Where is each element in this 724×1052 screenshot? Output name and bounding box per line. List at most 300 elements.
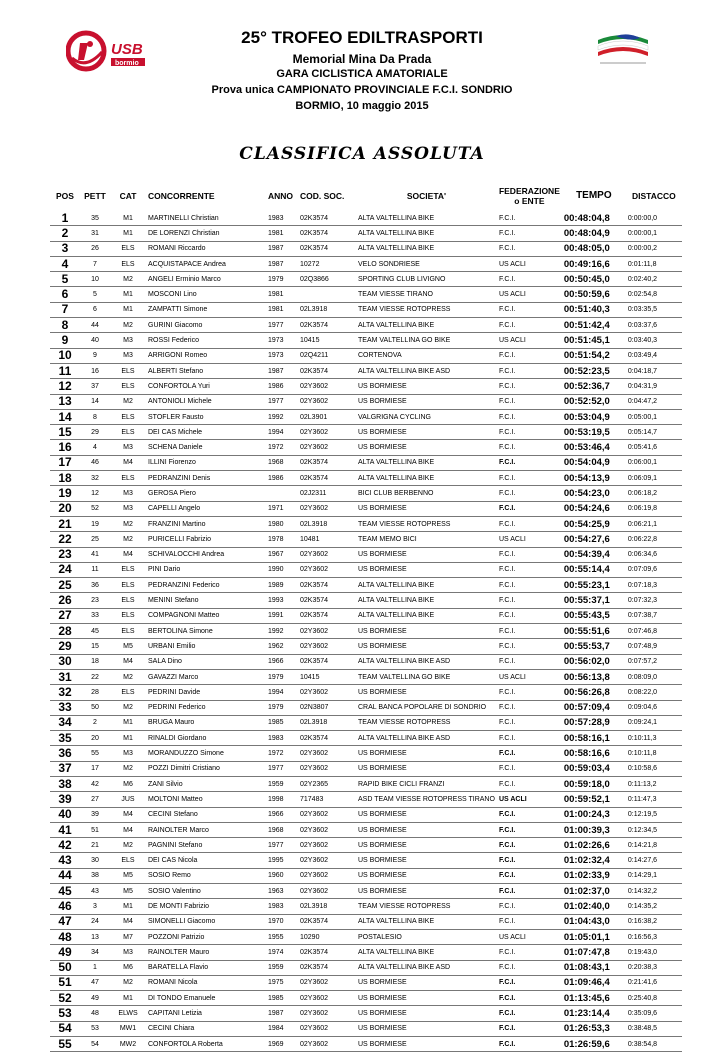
cod-soc-cell: 02K3574 bbox=[298, 593, 356, 608]
table-row bbox=[50, 822, 682, 837]
distacco-cell: 0:06:21,1 bbox=[626, 516, 682, 531]
cod-soc-cell: 02Y3602 bbox=[298, 639, 356, 654]
societa-cell: TEAM VALTELLINA GO BIKE bbox=[356, 333, 497, 348]
distacco-cell: 0:11:13,2 bbox=[626, 776, 682, 791]
table-row bbox=[50, 731, 682, 746]
tempo-cell: 00:57:09,4 bbox=[562, 700, 626, 715]
cod-soc-cell: 02K3574 bbox=[298, 578, 356, 593]
concorrente-cell: GAVAZZI Marco bbox=[146, 669, 266, 684]
societa-cell: US BORMIESE bbox=[356, 639, 497, 654]
anno-cell: 1972 bbox=[266, 440, 298, 455]
federazione-cell: F.C.I. bbox=[497, 409, 562, 424]
concorrente-cell: ROMANI Nicola bbox=[146, 975, 266, 990]
federazione-cell: F.C.I. bbox=[497, 593, 562, 608]
cod-soc-cell: 02K3574 bbox=[298, 363, 356, 378]
cat-cell: ELS bbox=[110, 562, 146, 577]
tempo-cell: 00:58:16,6 bbox=[562, 746, 626, 761]
federazione-cell: F.C.I. bbox=[497, 302, 562, 317]
societa-cell: ALTA VALTELLINA BIKE ASD bbox=[356, 654, 497, 669]
table-row bbox=[50, 211, 682, 226]
federazione-cell: F.C.I. bbox=[497, 700, 562, 715]
cat-cell: M1 bbox=[110, 715, 146, 730]
pett-cell: 52 bbox=[80, 501, 110, 516]
societa-cell: US BORMIESE bbox=[356, 853, 497, 868]
federazione-cell: US ACLI bbox=[497, 669, 562, 684]
federazione-cell: F.C.I. bbox=[497, 899, 562, 914]
pos-cell: 10 bbox=[50, 348, 80, 363]
concorrente-cell: URBANI Emilio bbox=[146, 639, 266, 654]
cat-cell: ELS bbox=[110, 471, 146, 486]
cat-cell: M4 bbox=[110, 654, 146, 669]
cat-cell: ELS bbox=[110, 241, 146, 256]
concorrente-cell: ROMANI Riccardo bbox=[146, 241, 266, 256]
col-distacco: DISTACCO bbox=[631, 190, 676, 201]
federazione-cell: US ACLI bbox=[497, 532, 562, 547]
table-row bbox=[50, 409, 682, 424]
cod-soc-cell: 02Y3602 bbox=[298, 853, 356, 868]
concorrente-cell: ALBERTI Stefano bbox=[146, 363, 266, 378]
societa-cell: US BORMIESE bbox=[356, 547, 497, 562]
federazione-cell: F.C.I. bbox=[497, 501, 562, 516]
federazione-cell: F.C.I. bbox=[497, 516, 562, 531]
pett-cell: 17 bbox=[80, 761, 110, 776]
societa-cell: ALTA VALTELLINA BIKE bbox=[356, 318, 497, 333]
concorrente-cell: ANGELI Erminio Marco bbox=[146, 272, 266, 287]
cod-soc-cell: 02L3918 bbox=[298, 302, 356, 317]
table-row bbox=[50, 455, 682, 470]
tempo-cell: 01:07:47,8 bbox=[562, 945, 626, 960]
cat-cell: M6 bbox=[110, 776, 146, 791]
societa-cell: ALTA VALTELLINA BIKE bbox=[356, 578, 497, 593]
societa-cell: TEAM VALTELLINA GO BIKE bbox=[356, 669, 497, 684]
distacco-cell: 0:03:49,4 bbox=[626, 348, 682, 363]
anno-cell: 1992 bbox=[266, 409, 298, 424]
distacco-cell: 0:16:38,2 bbox=[626, 914, 682, 929]
anno-cell: 1987 bbox=[266, 241, 298, 256]
cod-soc-cell: 02Y3602 bbox=[298, 547, 356, 562]
distacco-cell: 0:14:32,2 bbox=[626, 884, 682, 899]
pett-cell: 48 bbox=[80, 1006, 110, 1021]
distacco-cell: 0:08:09,0 bbox=[626, 669, 682, 684]
concorrente-cell: RAINOLTER Marco bbox=[146, 822, 266, 837]
cod-soc-cell: 02L3901 bbox=[298, 409, 356, 424]
cod-soc-cell: 02Y3602 bbox=[298, 425, 356, 440]
tempo-cell: 00:48:04,8 bbox=[562, 211, 626, 226]
pos-cell: 5 bbox=[50, 272, 80, 287]
pos-cell: 17 bbox=[50, 455, 80, 470]
pos-cell: 11 bbox=[50, 363, 80, 378]
place-date: BORMIO, 10 maggio 2015 bbox=[295, 100, 429, 112]
distacco-cell: 0:14:27,6 bbox=[626, 853, 682, 868]
distacco-cell: 0:02:54,8 bbox=[626, 287, 682, 302]
pos-cell: 27 bbox=[50, 608, 80, 623]
federazione-cell: F.C.I. bbox=[497, 394, 562, 409]
col-federazione-line2: o ENTE bbox=[514, 195, 545, 206]
societa-cell: ALTA VALTELLINA BIKE bbox=[356, 608, 497, 623]
pos-cell: 16 bbox=[50, 440, 80, 455]
distacco-cell: 0:07:32,3 bbox=[626, 593, 682, 608]
distacco-cell: 0:08:22,0 bbox=[626, 685, 682, 700]
col-cod-soc: COD. SOC. bbox=[300, 190, 345, 201]
anno-cell: 1983 bbox=[266, 211, 298, 226]
societa-cell: ALTA VALTELLINA BIKE bbox=[356, 471, 497, 486]
tempo-cell: 01:05:01,1 bbox=[562, 929, 626, 944]
table-row bbox=[50, 394, 682, 409]
societa-cell: ALTA VALTELLINA BIKE bbox=[356, 226, 497, 241]
race-type: GARA CICLISTICA AMATORIALE bbox=[276, 68, 448, 80]
anno-cell: 1983 bbox=[266, 731, 298, 746]
table-row bbox=[50, 333, 682, 348]
concorrente-cell: PINI Dario bbox=[146, 562, 266, 577]
societa-cell: US BORMIESE bbox=[356, 868, 497, 883]
distacco-cell: 0:06:22,8 bbox=[626, 532, 682, 547]
cod-soc-cell: 02K3574 bbox=[298, 960, 356, 975]
societa-cell: VELO SONDRIESE bbox=[356, 256, 497, 271]
tempo-cell: 00:58:16,1 bbox=[562, 731, 626, 746]
distacco-cell: 0:07:09,6 bbox=[626, 562, 682, 577]
federazione-cell: F.C.I. bbox=[497, 1021, 562, 1036]
concorrente-cell: BERTOLINA Simone bbox=[146, 624, 266, 639]
tempo-cell: 00:56:26,8 bbox=[562, 685, 626, 700]
cat-cell: M4 bbox=[110, 822, 146, 837]
table-row bbox=[50, 669, 682, 684]
pett-cell: 50 bbox=[80, 700, 110, 715]
cat-cell: M2 bbox=[110, 700, 146, 715]
societa-cell: US BORMIESE bbox=[356, 746, 497, 761]
pos-cell: 48 bbox=[50, 929, 80, 944]
cat-cell: M4 bbox=[110, 455, 146, 470]
concorrente-cell: BRUGA Mauro bbox=[146, 715, 266, 730]
col-pos: POS bbox=[56, 190, 74, 201]
table-row bbox=[50, 700, 682, 715]
cat-cell: ELS bbox=[110, 685, 146, 700]
distacco-cell: 0:25:40,8 bbox=[626, 991, 682, 1006]
pos-cell: 26 bbox=[50, 593, 80, 608]
concorrente-cell: ZANI Silvio bbox=[146, 776, 266, 791]
distacco-cell: 0:03:37,6 bbox=[626, 318, 682, 333]
tempo-cell: 00:54:24,6 bbox=[562, 501, 626, 516]
tempo-cell: 00:51:40,3 bbox=[562, 302, 626, 317]
distacco-cell: 0:14:21,8 bbox=[626, 838, 682, 853]
cat-cell: ELS bbox=[110, 363, 146, 378]
cat-cell: ELS bbox=[110, 409, 146, 424]
cod-soc-cell: 02Y2365 bbox=[298, 776, 356, 791]
anno-cell: 1989 bbox=[266, 578, 298, 593]
pett-cell: 24 bbox=[80, 914, 110, 929]
anno-cell: 1978 bbox=[266, 532, 298, 547]
cat-cell: M3 bbox=[110, 746, 146, 761]
pos-cell: 42 bbox=[50, 838, 80, 853]
distacco-cell: 0:05:14,7 bbox=[626, 425, 682, 440]
cat-cell: M1 bbox=[110, 226, 146, 241]
pett-cell: 44 bbox=[80, 318, 110, 333]
table-row bbox=[50, 761, 682, 776]
pos-cell: 38 bbox=[50, 776, 80, 791]
federazione-cell: F.C.I. bbox=[497, 838, 562, 853]
cod-soc-cell: 02K3574 bbox=[298, 471, 356, 486]
tempo-cell: 00:54:25,9 bbox=[562, 516, 626, 531]
cat-cell: M2 bbox=[110, 272, 146, 287]
cod-soc-cell: 02Y3602 bbox=[298, 807, 356, 822]
anno-cell: 1981 bbox=[266, 287, 298, 302]
anno-cell: 1981 bbox=[266, 226, 298, 241]
tempo-cell: 01:26:53,3 bbox=[562, 1021, 626, 1036]
col-federazione bbox=[497, 180, 562, 211]
concorrente-cell: MOSCONI Lino bbox=[146, 287, 266, 302]
concorrente-cell: ILLINI Fiorenzo bbox=[146, 455, 266, 470]
cod-soc-cell: 02Y3602 bbox=[298, 1037, 356, 1052]
cat-cell: M1 bbox=[110, 302, 146, 317]
anno-cell: 1974 bbox=[266, 945, 298, 960]
federazione-cell: F.C.I. bbox=[497, 241, 562, 256]
concorrente-cell: SOSIO Valentino bbox=[146, 884, 266, 899]
pett-cell: 41 bbox=[80, 547, 110, 562]
cat-cell: M2 bbox=[110, 838, 146, 853]
anno-cell: 1985 bbox=[266, 715, 298, 730]
table-row bbox=[50, 746, 682, 761]
cat-cell: ELWS bbox=[110, 1006, 146, 1021]
distacco-cell: 0:09:24,1 bbox=[626, 715, 682, 730]
table-row bbox=[50, 1037, 682, 1052]
tempo-cell: 00:48:04,9 bbox=[562, 226, 626, 241]
concorrente-cell: SCHENA Daniele bbox=[146, 440, 266, 455]
table-row bbox=[50, 471, 682, 486]
societa-cell: ALTA VALTELLINA BIKE bbox=[356, 211, 497, 226]
societa-cell: US BORMIESE bbox=[356, 1037, 497, 1052]
pett-cell: 32 bbox=[80, 471, 110, 486]
federazione-cell: F.C.I. bbox=[497, 379, 562, 394]
cod-soc-cell: 02L3918 bbox=[298, 715, 356, 730]
cod-soc-cell: 02K3574 bbox=[298, 455, 356, 470]
cod-soc-cell: 02Y3602 bbox=[298, 562, 356, 577]
societa-cell: ALTA VALTELLINA BIKE ASD bbox=[356, 731, 497, 746]
table-row bbox=[50, 593, 682, 608]
cod-soc-cell: 02K3574 bbox=[298, 945, 356, 960]
federazione-cell: F.C.I. bbox=[497, 945, 562, 960]
anno-cell: 1980 bbox=[266, 516, 298, 531]
pos-cell: 23 bbox=[50, 547, 80, 562]
cat-cell: ELS bbox=[110, 593, 146, 608]
distacco-cell: 0:07:18,3 bbox=[626, 578, 682, 593]
tempo-cell: 00:59:03,4 bbox=[562, 761, 626, 776]
cod-soc-cell: 02Y3602 bbox=[298, 1006, 356, 1021]
tempo-cell: 01:23:14,4 bbox=[562, 1006, 626, 1021]
pos-cell: 2 bbox=[50, 226, 80, 241]
table-row bbox=[50, 272, 682, 287]
table-row bbox=[50, 363, 682, 378]
pos-cell: 24 bbox=[50, 562, 80, 577]
societa-cell: ALTA VALTELLINA BIKE bbox=[356, 241, 497, 256]
svg-text:bormio: bormio bbox=[115, 60, 139, 67]
distacco-cell: 0:06:34,6 bbox=[626, 547, 682, 562]
pett-cell: 45 bbox=[80, 624, 110, 639]
federazione-cell: F.C.I. bbox=[497, 776, 562, 791]
pett-cell: 14 bbox=[80, 394, 110, 409]
table-row bbox=[50, 302, 682, 317]
table-row bbox=[50, 256, 682, 271]
distacco-cell: 0:03:40,3 bbox=[626, 333, 682, 348]
tempo-cell: 00:54:39,4 bbox=[562, 547, 626, 562]
cod-soc-cell: 10415 bbox=[298, 669, 356, 684]
table-row bbox=[50, 899, 682, 914]
cod-soc-cell: 02K3574 bbox=[298, 241, 356, 256]
cat-cell: M6 bbox=[110, 960, 146, 975]
societa-cell: ALTA VALTELLINA BIKE ASD bbox=[356, 960, 497, 975]
societa-cell: US BORMIESE bbox=[356, 562, 497, 577]
pett-cell: 10 bbox=[80, 272, 110, 287]
tempo-cell: 00:55:37,1 bbox=[562, 593, 626, 608]
cod-soc-cell: 10272 bbox=[298, 256, 356, 271]
pos-cell: 6 bbox=[50, 287, 80, 302]
federazione-cell: F.C.I. bbox=[497, 471, 562, 486]
societa-cell: POSTALESIO bbox=[356, 929, 497, 944]
pos-cell: 13 bbox=[50, 394, 80, 409]
pett-cell: 20 bbox=[80, 731, 110, 746]
concorrente-cell: PEDRINI Federico bbox=[146, 700, 266, 715]
societa-cell: CORTENOVA bbox=[356, 348, 497, 363]
cat-cell: M3 bbox=[110, 440, 146, 455]
concorrente-cell: DE MONTI Fabrizio bbox=[146, 899, 266, 914]
anno-cell: 1955 bbox=[266, 929, 298, 944]
concorrente-cell: COMPAGNONI Matteo bbox=[146, 608, 266, 623]
federazione-cell: US ACLI bbox=[497, 792, 562, 807]
cod-soc-cell: 717483 bbox=[298, 792, 356, 807]
cod-soc-cell: 02Y3602 bbox=[298, 685, 356, 700]
concorrente-cell: CONFORTOLA Roberta bbox=[146, 1037, 266, 1052]
table-row bbox=[50, 578, 682, 593]
distacco-cell: 0:16:56,3 bbox=[626, 929, 682, 944]
pos-cell: 20 bbox=[50, 501, 80, 516]
pos-cell: 47 bbox=[50, 914, 80, 929]
concorrente-cell: CAPITANI Letizia bbox=[146, 1006, 266, 1021]
societa-cell: ALTA VALTELLINA BIKE bbox=[356, 455, 497, 470]
pos-cell: 54 bbox=[50, 1021, 80, 1036]
cat-cell: MW1 bbox=[110, 1021, 146, 1036]
concorrente-cell: CAPELLI Angelo bbox=[146, 501, 266, 516]
col-concorrente: CONCORRENTE bbox=[148, 190, 215, 201]
distacco-cell: 0:12:34,5 bbox=[626, 822, 682, 837]
table-row bbox=[50, 991, 682, 1006]
pos-cell: 25 bbox=[50, 578, 80, 593]
anno-cell: 1977 bbox=[266, 394, 298, 409]
federazione-cell: F.C.I. bbox=[497, 884, 562, 899]
results-body bbox=[50, 211, 682, 1052]
anno-cell: 1994 bbox=[266, 685, 298, 700]
pett-cell: 5 bbox=[80, 287, 110, 302]
distacco-cell: 0:00:00,0 bbox=[626, 211, 682, 226]
col-anno: ANNO bbox=[268, 190, 294, 201]
societa-cell: US BORMIESE bbox=[356, 991, 497, 1006]
distacco-cell: 0:07:57,2 bbox=[626, 654, 682, 669]
concorrente-cell: SCHIVALOCCHI Andrea bbox=[146, 547, 266, 562]
anno-cell: 1966 bbox=[266, 807, 298, 822]
concorrente-cell: PAGNINI Stefano bbox=[146, 838, 266, 853]
event-subtitle: Memorial Mina Da Prada bbox=[292, 52, 432, 66]
federazione-cell: F.C.I. bbox=[497, 348, 562, 363]
concorrente-cell: MENINI Stefano bbox=[146, 593, 266, 608]
anno-cell: 1979 bbox=[266, 700, 298, 715]
table-row bbox=[50, 608, 682, 623]
anno-cell: 1981 bbox=[266, 302, 298, 317]
anno-cell: 1993 bbox=[266, 593, 298, 608]
distacco-cell: 0:38:48,5 bbox=[626, 1021, 682, 1036]
concorrente-cell: CONFORTOLA Yuri bbox=[146, 379, 266, 394]
table-row bbox=[50, 226, 682, 241]
societa-cell: US BORMIESE bbox=[356, 884, 497, 899]
pett-cell: 23 bbox=[80, 593, 110, 608]
tempo-cell: 00:55:43,5 bbox=[562, 608, 626, 623]
distacco-cell: 0:01:11,8 bbox=[626, 256, 682, 271]
tempo-cell: 01:02:40,0 bbox=[562, 899, 626, 914]
table-row bbox=[50, 853, 682, 868]
distacco-cell: 0:00:00,2 bbox=[626, 241, 682, 256]
tempo-cell: 00:51:45,1 bbox=[562, 333, 626, 348]
cod-soc-cell: 02Y3602 bbox=[298, 991, 356, 1006]
tempo-cell: 00:50:45,0 bbox=[562, 272, 626, 287]
cod-soc-cell: 02L3918 bbox=[298, 516, 356, 531]
concorrente-cell: FRANZINI Martino bbox=[146, 516, 266, 531]
concorrente-cell: POZZONI Patrizio bbox=[146, 929, 266, 944]
societa-cell: US BORMIESE bbox=[356, 1021, 497, 1036]
concorrente-cell: SALA Dino bbox=[146, 654, 266, 669]
tempo-cell: 00:54:27,6 bbox=[562, 532, 626, 547]
col-tempo: TEMPO bbox=[576, 190, 612, 201]
societa-cell: ASD TEAM VIESSE ROTOPRESS TIRANO bbox=[356, 792, 497, 807]
distacco-cell: 0:00:00,1 bbox=[626, 226, 682, 241]
anno-cell: 1998 bbox=[266, 792, 298, 807]
pett-cell: 16 bbox=[80, 363, 110, 378]
federazione-cell: US ACLI bbox=[497, 333, 562, 348]
concorrente-cell: DEI CAS Michele bbox=[146, 425, 266, 440]
table-row bbox=[50, 547, 682, 562]
distacco-cell: 0:04:31,9 bbox=[626, 379, 682, 394]
concorrente-cell: GEROSA Piero bbox=[146, 486, 266, 501]
distacco-cell: 0:19:43,0 bbox=[626, 945, 682, 960]
societa-cell: TEAM MEMO BICI bbox=[356, 532, 497, 547]
table-row bbox=[50, 348, 682, 363]
pett-cell: 27 bbox=[80, 792, 110, 807]
tempo-cell: 00:54:13,9 bbox=[562, 471, 626, 486]
pett-cell: 43 bbox=[80, 884, 110, 899]
federazione-cell: F.C.I. bbox=[497, 608, 562, 623]
col-cat: CAT bbox=[119, 190, 137, 201]
pos-cell: 14 bbox=[50, 409, 80, 424]
federazione-cell: US ACLI bbox=[497, 929, 562, 944]
results-table bbox=[50, 180, 682, 1052]
concorrente-cell: MOLTONI Matteo bbox=[146, 792, 266, 807]
pett-cell: 1 bbox=[80, 960, 110, 975]
pos-cell: 36 bbox=[50, 746, 80, 761]
anno-cell: 1960 bbox=[266, 868, 298, 883]
societa-cell: US BORMIESE bbox=[356, 624, 497, 639]
anno-cell: 1986 bbox=[266, 471, 298, 486]
pett-cell: 28 bbox=[80, 685, 110, 700]
concorrente-cell: SOSIO Remo bbox=[146, 868, 266, 883]
concorrente-cell: MORANDUZZO Simone bbox=[146, 746, 266, 761]
pos-cell: 29 bbox=[50, 639, 80, 654]
pos-cell: 37 bbox=[50, 761, 80, 776]
concorrente-cell: PEDRINI Davide bbox=[146, 685, 266, 700]
distacco-cell: 0:02:40,2 bbox=[626, 272, 682, 287]
cat-cell: M5 bbox=[110, 884, 146, 899]
col-federazione-line1: FEDERAZIONE bbox=[498, 185, 560, 196]
cat-cell: M4 bbox=[110, 547, 146, 562]
concorrente-cell: DEI CAS Nicola bbox=[146, 853, 266, 868]
pos-cell: 1 bbox=[50, 211, 80, 226]
concorrente-cell: POZZI Dimitri Cristiano bbox=[146, 761, 266, 776]
tempo-cell: 00:55:14,4 bbox=[562, 562, 626, 577]
pos-cell: 4 bbox=[50, 256, 80, 271]
